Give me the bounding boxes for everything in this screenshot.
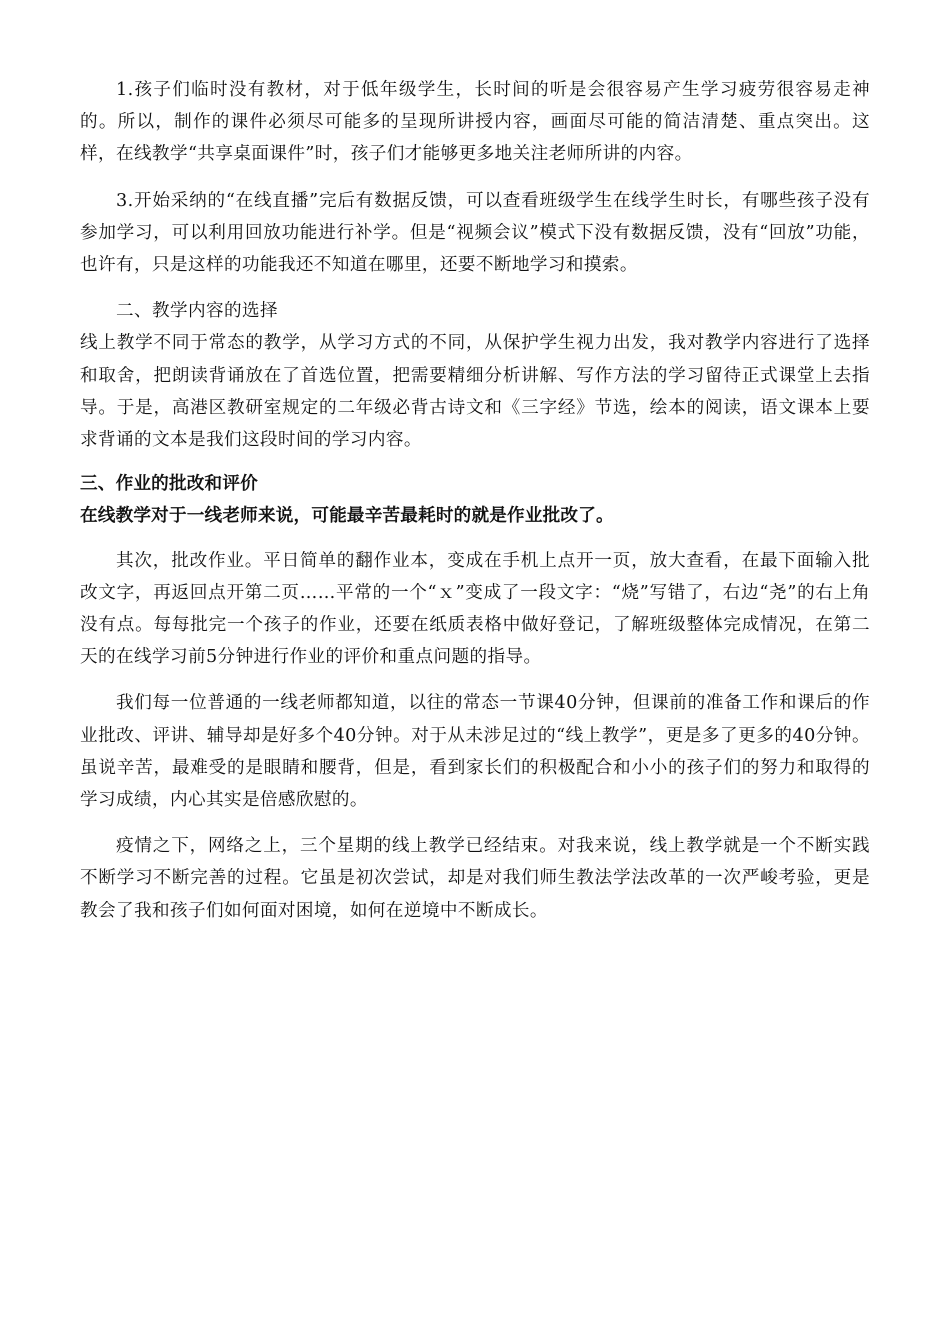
subheading-homework-grading: 在线教学对于一线老师来说，可能最辛苦最耗时的就是作业批改了。 bbox=[80, 506, 614, 527]
paragraph-conclusion: 疫情之下，网络之上，三个星期的线上教学已经结束。对我来说，线上教学就是一个不断实践不断学习不断完善的过程。它虽是初次尝试，却是对我们师生教法学法改革的一次严峻考验，更是教会了我和孩子们如何面对困境，如何在逆境中不断成长。 bbox=[80, 836, 870, 921]
paragraph-grading-process: 其次，批改作业。平日简单的翻作业本，变成在手机上点开一页，放大查看，在最下面输入批改文字，再返回点开第二页……平常的一个“ｘ”变成了一段文字：“烧”写错了，右边“尧”的右上角没有点。每每批完一个孩子的作业，还要在纸质表格中做好登记，了解班级整体完成情况，在第二天的在线学习前5分钟进行作业的评价和重点问题的指导。 bbox=[80, 550, 870, 668]
paragraph-live-feedback: 3.开始采纳的“在线直播”完后有数据反馈，可以查看班级学生在线学生时长，有哪些孩子没有参加学习，可以利用回放功能进行补学。但是“视频会议”模式下没有数据反馈，没有“回放”功能，也许有，只是这样的功能我还不知道在哪里，还要不断地学习和摸索。 bbox=[80, 190, 870, 276]
heading-content-selection: 二、教学内容的选择 bbox=[116, 301, 278, 322]
heading-homework-grading: 三、作业的批改和评价 bbox=[80, 474, 258, 495]
paragraph-teacher-effort: 我们每一位普通的一线老师都知道，以往的常态一节课40分钟，但课前的准备工作和课后的作业批改、评讲、辅导却是好多个40分钟。对于从未涉足过的“线上教学”，更是多了更多的40分钟。虽说辛苦，最难受的是眼睛和腰背，但是，看到家长们的积极配合和小小的孩子们的努力和取得的学习成绩，内心其实是倍感欣慰的。 bbox=[80, 693, 870, 811]
document-body bbox=[80, 74, 870, 927]
paragraph-courseware: 1.孩子们临时没有教材，对于低年级学生，长时间的听是会很容易产生学习疲劳很容易走神的。所以，制作的课件必须尽可能多的呈现所讲授内容，画面尽可能的简洁清楚、重点突出。这样，在线教学“共享桌面课件”时，孩子们才能够更多地关注老师所讲的内容。 bbox=[80, 80, 870, 165]
paragraph-content-selection: 线上教学不同于常态的教学，从学习方式的不同，从保护学生视力出发，我对教学内容进行了选择和取舍，把朗读背诵放在了首选位置，把需要精细分析讲解、写作方法的学习留待正式课堂上去指导。于是，高港区教研室规定的二年级必背古诗文和《三字经》节选，绘本的阅读，语文课本上要求背诵的文本是我们这段时间的学习内容。 bbox=[80, 333, 870, 451]
